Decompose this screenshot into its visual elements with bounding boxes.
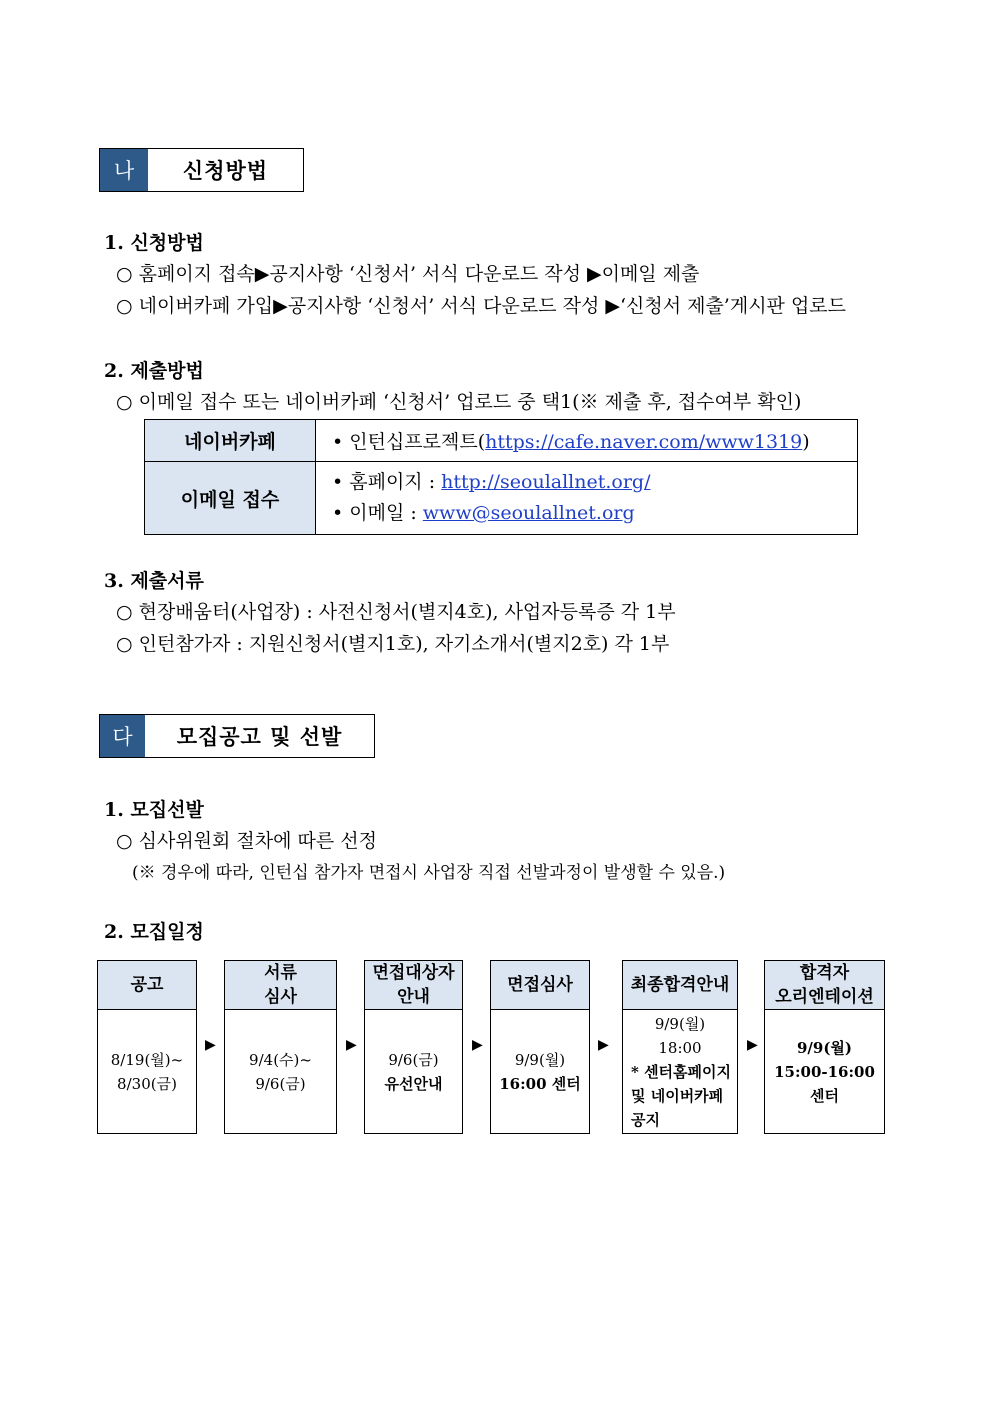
submission-table xyxy=(144,419,858,535)
schedule-step-orientation xyxy=(764,960,885,1134)
flow-arrow-icon: ▶ xyxy=(598,1037,609,1053)
docs-line-2: ○ 인턴참가자 : 지원신청서(별지1호), 자기소개서(별지2호) 각 1부 xyxy=(116,633,670,655)
homepage-link[interactable]: http://seoulallnet.org/ xyxy=(441,471,651,493)
flow-arrow-icon: ▶ xyxy=(346,1037,357,1053)
step-body: 9/9(월) 18:00 * 센터홈페이지 및 네이버카페 공지 xyxy=(631,1015,732,1129)
section-number: 다 xyxy=(100,715,145,757)
submit-heading: 2. 제출방법 xyxy=(104,360,204,382)
section-title: 신청방법 xyxy=(182,158,269,183)
naver-cafe-link[interactable]: https://cafe.naver.com/www1319 xyxy=(485,431,803,453)
step-header: 합격자 오리엔테이션 xyxy=(765,961,884,1010)
email-link[interactable]: www@seoulallnet.org xyxy=(422,502,635,524)
step-header: 공고 xyxy=(98,961,196,1010)
submit-line-1: ○ 이메일 접수 또는 네이버카페 ‘신청서’ 업로드 중 택1(※ 제출 후, 접수여부 확인) xyxy=(116,391,802,413)
selection-line-1: ○ 심사위원회 절차에 따른 선정 xyxy=(116,830,377,852)
docs-heading: 3. 제출서류 xyxy=(104,570,204,592)
step-header: 최종합격안내 xyxy=(623,961,737,1010)
step-header: 서류 심사 xyxy=(225,961,336,1010)
schedule-step-interview xyxy=(490,960,590,1134)
schedule-step-document-review xyxy=(224,960,337,1134)
section-header-recruit xyxy=(99,714,375,758)
schedule-step-final-notice xyxy=(622,960,738,1134)
naver-cafe-prefix: • 인턴십프로젝트( xyxy=(332,431,486,453)
section-title: 모집공고 및 선발 xyxy=(176,724,343,749)
flow-arrow-icon: ▶ xyxy=(747,1037,758,1053)
docs-line-1: ○ 현장배움터(사업장) : 사전신청서(별지4호), 사업자등록증 각 1부 xyxy=(116,601,676,623)
email-label: 이메일 접수 xyxy=(145,462,316,535)
schedule-step-announce xyxy=(97,960,197,1134)
naver-cafe-label: 네이버카페 xyxy=(145,420,316,462)
apply-heading: 1. 신청방법 xyxy=(104,232,204,254)
email-values xyxy=(316,462,858,535)
naver-cafe-value xyxy=(316,420,858,462)
flow-arrow-icon: ▶ xyxy=(205,1037,216,1053)
step-header: 면접대상자 안내 xyxy=(365,961,462,1010)
selection-note: (※ 경우에 따라, 인턴십 참가자 면접시 사업장 직접 선발과정이 발생할 수 있음.) xyxy=(132,863,726,883)
step-body: 9/6(금) 유선안내 xyxy=(384,1051,443,1093)
schedule-heading: 2. 모집일정 xyxy=(104,921,204,943)
step-body: 9/9(월) 16:00 센터 xyxy=(499,1051,581,1093)
flow-arrow-icon: ▶ xyxy=(472,1037,483,1053)
step-header: 면접심사 xyxy=(491,961,589,1010)
step-body: 8/19(월)~ 8/30(금) xyxy=(110,1051,184,1093)
selection-heading: 1. 모집선발 xyxy=(104,799,204,821)
email-prefix: • 이메일 : xyxy=(332,502,423,524)
apply-line-2: ○ 네이버카페 가입▶공지사항 ‘신청서’ 서식 다운로드 작성 ▶‘신청서 제출’게시판 업로드 xyxy=(116,295,846,317)
section-header-apply xyxy=(99,148,304,192)
homepage-prefix: • 홈페이지 : xyxy=(332,471,442,493)
schedule-step-interview-notice xyxy=(364,960,463,1134)
section-number: 나 xyxy=(100,149,148,191)
naver-cafe-suffix: ) xyxy=(802,431,810,453)
step-body: 9/4(수)~ 9/6(금) xyxy=(249,1051,312,1093)
step-body: 9/9(월) 15:00-16:00 센터 xyxy=(774,1039,875,1105)
apply-line-1: ○ 홈페이지 접속▶공지사항 ‘신청서’ 서식 다운로드 작성 ▶이메일 제출 xyxy=(116,263,700,285)
